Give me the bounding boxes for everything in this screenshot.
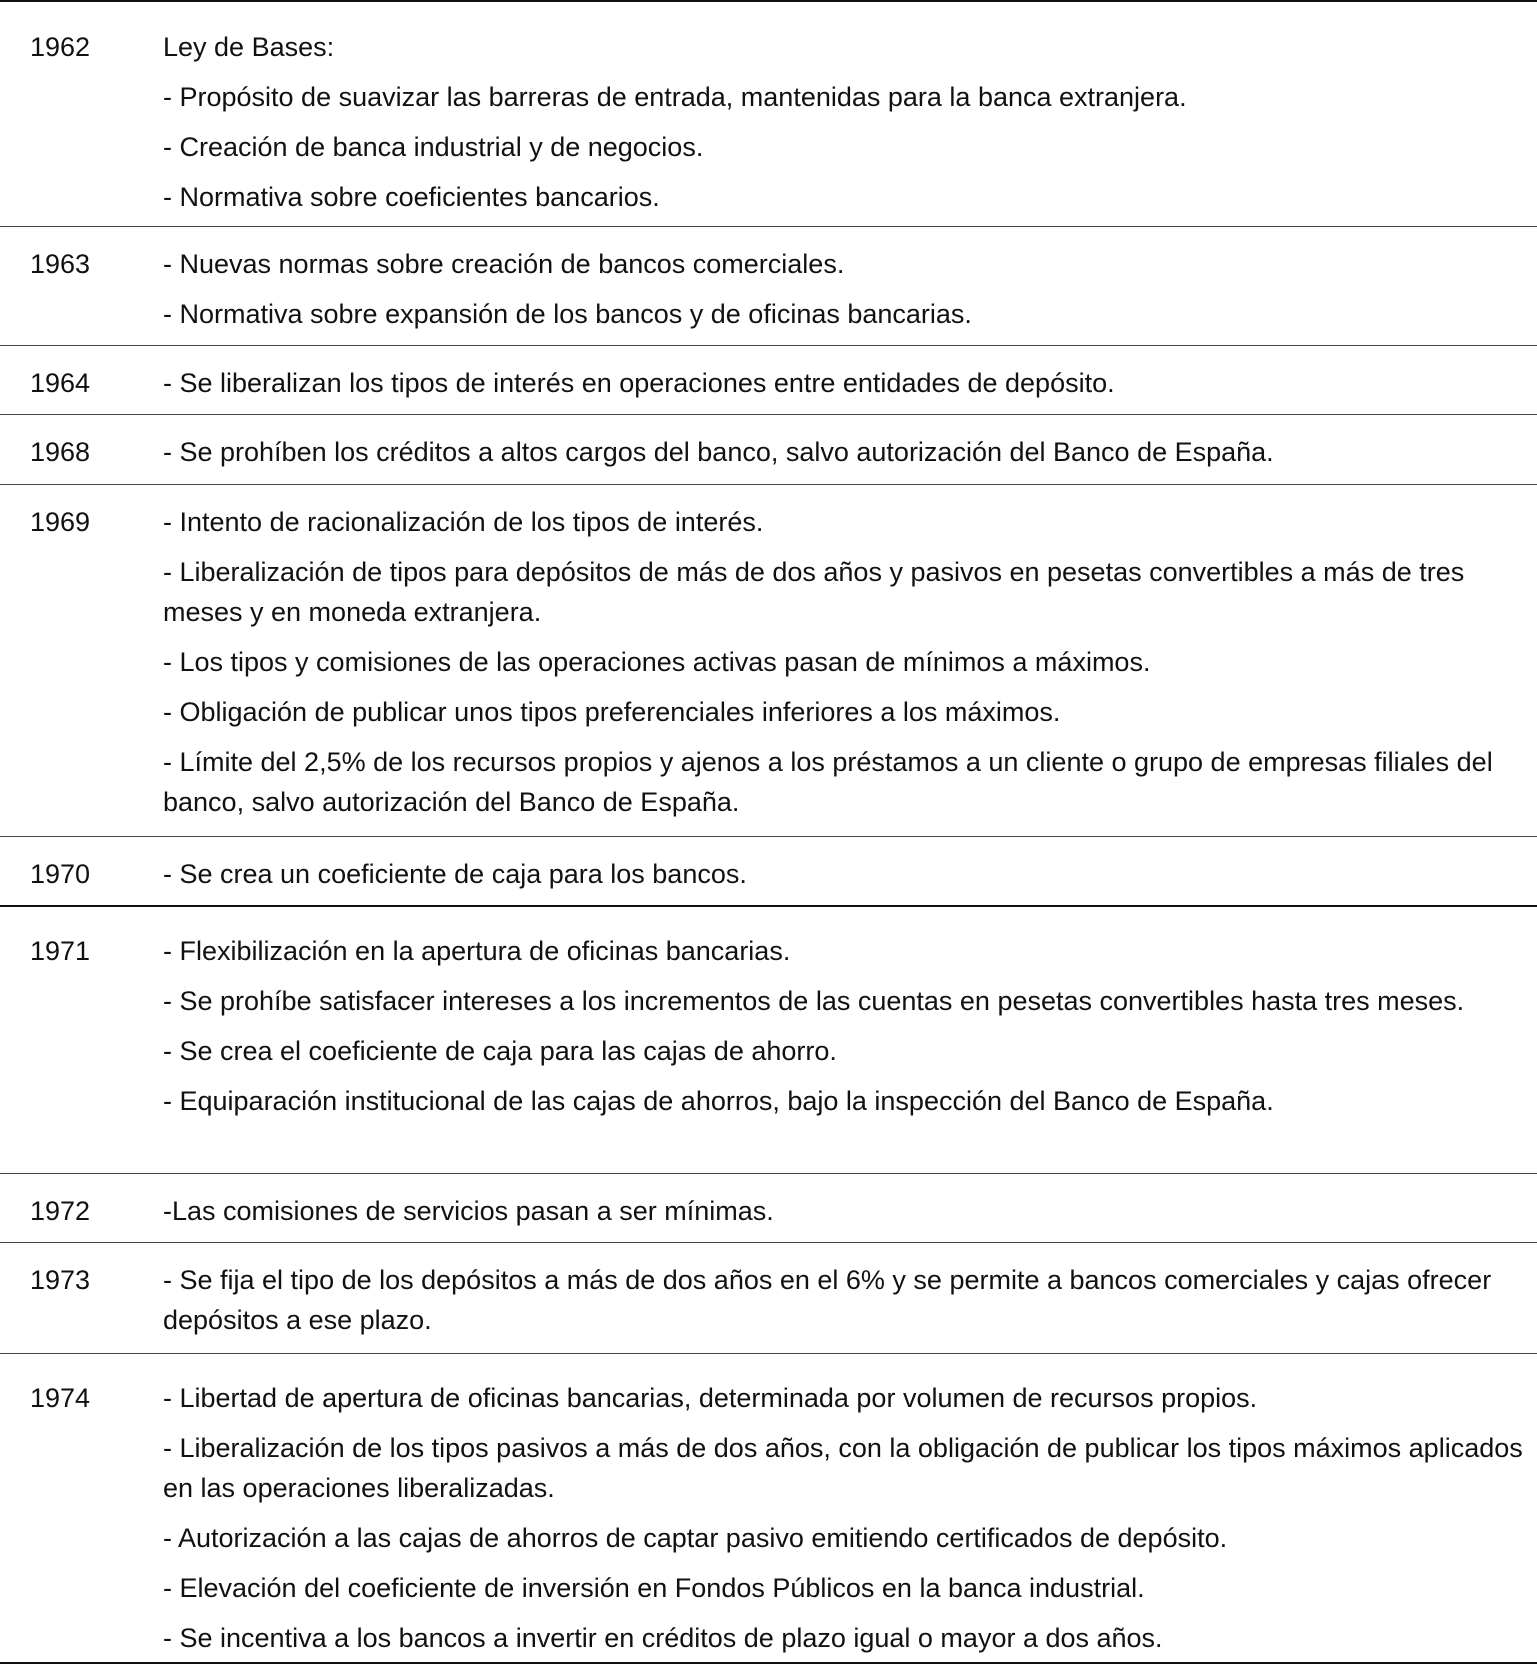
list-item: - Flexibilización en la apertura de oficinas bancarias. [163,936,791,966]
row-year: 1969 [30,507,91,537]
row-year: 1974 [30,1383,91,1413]
table-row [0,837,1537,907]
list-item: - Creación de banca industrial y de negocios. [163,132,704,162]
list-item: - Límite del 2,5% de los recursos propios y ajenos a los préstamos a un cliente o grupo de empresas filiales del banco, salvo autorización del Banco de España. [163,747,1493,817]
list-item: - Se crea el coeficiente de caja para las cajas de ahorro. [163,1036,837,1066]
list-item: - Liberalización de los tipos pasivos a más de dos años, con la obligación de publicar los tipos máximos aplicados en las operaciones liberalizadas. [163,1433,1523,1503]
list-item: - Libertad de apertura de oficinas bancarias, determinada por volumen de recursos propios. [163,1383,1258,1413]
list-item: - Nuevas normas sobre creación de bancos comerciales. [163,249,845,279]
table-row [0,0,1537,227]
row-year: 1971 [30,936,91,966]
row-text [163,502,1523,822]
list-item: - Propósito de suavizar las barreras de entrada, mantenidas para la banca extranjera. [163,82,1187,112]
list-item: - Autorización a las cajas de ahorros de captar pasivo emitiendo certificados de depósito. [163,1523,1228,1553]
table-row [0,1243,1537,1354]
row-year: 1970 [30,859,91,889]
list-item: - Liberalización de tipos para depósitos de más de dos años y pasivos en pesetas convertibles a más de tres meses y en moneda extranjera. [163,557,1465,627]
row-text [163,854,1523,894]
list-item: - Los tipos y comisiones de las operaciones activas pasan de mínimos a máximos. [163,647,1151,677]
table-row [0,346,1537,415]
row-year: 1963 [30,249,91,279]
list-item: -Las comisiones de servicios pasan a ser mínimas. [163,1196,774,1226]
row-text [163,1378,1523,1658]
list-item: - Normativa sobre coeficientes bancarios. [163,182,660,212]
list-item: - Se prohíbe satisfacer intereses a los incrementos de las cuentas en pesetas convertibles hasta tres meses. [163,986,1465,1016]
table-row [0,1174,1537,1243]
row-text [163,27,1523,217]
row-text [163,931,1523,1121]
table-row [0,227,1537,346]
list-item: - Se crea un coeficiente de caja para los bancos. [163,859,747,889]
table-row [0,415,1537,485]
row-year: 1962 [30,32,91,62]
list-item: - Se incentiva a los bancos a invertir en créditos de plazo igual o mayor a dos años. [163,1623,1163,1653]
row-year: 1964 [30,368,91,398]
table-row [0,485,1537,837]
row-text [163,1191,1523,1231]
row-text [163,244,1523,334]
table-row [0,907,1537,1174]
row-year: 1973 [30,1265,91,1295]
row-text [163,1260,1523,1340]
list-item: - Se fija el tipo de los depósitos a más de dos años en el 6% y se permite a bancos comerciales y cajas ofrecer depósitos a ese plazo. [163,1265,1492,1335]
list-item: - Elevación del coeficiente de inversión en Fondos Públicos en la banca industrial. [163,1573,1145,1603]
list-item: - Obligación de publicar unos tipos preferenciales inferiores a los máximos. [163,697,1061,727]
list-item: - Se liberalizan los tipos de interés en operaciones entre entidades de depósito. [163,368,1115,398]
row-text [163,363,1523,403]
table-row [0,1354,1537,1664]
row-year: 1972 [30,1196,91,1226]
list-item: - Se prohíben los créditos a altos cargos del banco, salvo autorización del Banco de España. [163,437,1274,467]
list-item: - Normativa sobre expansión de los bancos y de oficinas bancarias. [163,299,972,329]
list-item: Ley de Bases: [163,32,335,62]
list-item: - Equiparación institucional de las cajas de ahorros, bajo la inspección del Banco de España. [163,1086,1274,1116]
row-text [163,432,1523,472]
row-year: 1968 [30,437,91,467]
list-item: - Intento de racionalización de los tipos de interés. [163,507,764,537]
